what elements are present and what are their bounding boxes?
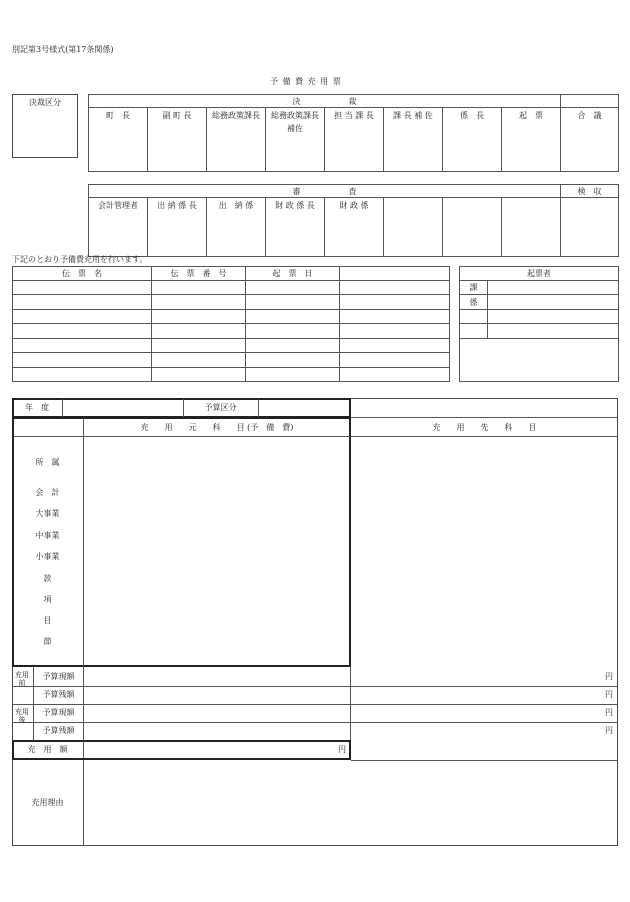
stamp-cell-tanto-kacho[interactable] bbox=[325, 108, 384, 172]
table-cell[interactable] bbox=[340, 324, 450, 339]
table-cell[interactable] bbox=[13, 339, 152, 353]
table-cell[interactable] bbox=[152, 281, 246, 295]
table-cell[interactable] bbox=[13, 310, 152, 324]
source-account-field[interactable] bbox=[85, 438, 349, 665]
table-cell[interactable] bbox=[340, 281, 450, 295]
form-title: 予 備 費 充 用 票 bbox=[270, 77, 342, 86]
before-zangaku-label: 予算残額 bbox=[42, 690, 75, 699]
role-label: 係 長 bbox=[460, 111, 484, 120]
form-reference: 別記第3号様式(第17条関係) bbox=[12, 45, 114, 54]
yen-unit: 円 bbox=[605, 726, 613, 735]
label-kan: 款 bbox=[43, 574, 52, 583]
kessai-kubun-label: 決裁区分 bbox=[29, 98, 61, 107]
table-cell[interactable] bbox=[13, 324, 152, 339]
table-cell[interactable] bbox=[246, 339, 340, 353]
ka-label: 課 bbox=[460, 281, 488, 295]
dest-account-field[interactable] bbox=[352, 437, 617, 666]
table-cell[interactable] bbox=[152, 353, 246, 368]
table-cell[interactable] bbox=[13, 295, 152, 310]
stamp-cell-blank[interactable] bbox=[443, 198, 502, 257]
label-chujigyo: 中事業 bbox=[35, 531, 60, 540]
label-setsu: 節 bbox=[43, 637, 52, 646]
before-zangaku-dest-field[interactable] bbox=[351, 687, 617, 703]
yosan-kubun-label: 予算区分 bbox=[204, 403, 237, 412]
stamp-cell-kensyu[interactable] bbox=[561, 198, 619, 257]
table-cell[interactable] bbox=[340, 295, 450, 310]
stamp-cell-suito[interactable] bbox=[207, 198, 266, 257]
role-label: 総務政策課長 bbox=[212, 111, 260, 120]
role-label: 担 当 課 長 bbox=[334, 111, 374, 120]
kihyosha-table bbox=[459, 266, 619, 382]
ka-field[interactable] bbox=[488, 281, 619, 295]
voucher-table bbox=[12, 266, 450, 382]
label-moku: 目 bbox=[43, 616, 52, 625]
kessai-kubun-box[interactable] bbox=[12, 94, 78, 158]
role-label: 副 町 長 bbox=[162, 111, 192, 120]
reason-label: 充用理由 bbox=[31, 798, 64, 807]
after-zangaku-dest-field[interactable] bbox=[351, 723, 617, 740]
table-cell[interactable] bbox=[340, 310, 450, 324]
table-cell[interactable] bbox=[246, 295, 340, 310]
kihyosha-field[interactable] bbox=[488, 324, 619, 339]
juyo-gaku-label: 充 用 額 bbox=[27, 745, 68, 754]
stamp-cell-blank[interactable] bbox=[384, 198, 443, 257]
table-cell[interactable] bbox=[13, 368, 152, 382]
col-header-denpyo-name: 伝 票 名 bbox=[13, 267, 152, 281]
shinsa-header: 審 査 bbox=[89, 185, 561, 198]
after-genkaku-dest-field[interactable] bbox=[351, 705, 617, 721]
kakari-field[interactable] bbox=[488, 295, 619, 310]
yen-unit: 円 bbox=[338, 745, 346, 754]
yen-unit: 円 bbox=[605, 690, 613, 699]
kihyosha-header: 起票者 bbox=[460, 267, 619, 281]
table-cell[interactable] bbox=[152, 368, 246, 382]
stamp-cell-chocho[interactable] bbox=[89, 108, 148, 172]
table-cell[interactable] bbox=[246, 324, 340, 339]
after-genkaku-source-field[interactable] bbox=[84, 705, 350, 721]
kihyosha-field[interactable] bbox=[488, 310, 619, 324]
kakari-label: 係 bbox=[460, 295, 488, 310]
before-genkaku-label: 予算現額 bbox=[42, 672, 75, 681]
col-header-kihyo-date: 起 票 日 bbox=[246, 267, 340, 281]
role-label: 起 票 bbox=[519, 111, 543, 120]
dest-header: 充 用 先 科 目 bbox=[432, 423, 537, 432]
before-genkaku-source-field[interactable] bbox=[84, 668, 350, 685]
before-zangaku-source-field[interactable] bbox=[84, 687, 350, 703]
before-genkaku-dest-field[interactable] bbox=[351, 668, 617, 685]
role-label: 財 政 係 bbox=[339, 201, 369, 210]
table-cell[interactable] bbox=[340, 339, 450, 353]
stamp-cell-somu-kacho[interactable] bbox=[207, 108, 266, 172]
nendo-field[interactable] bbox=[63, 400, 182, 416]
role-label: 出 納 係 bbox=[218, 201, 254, 210]
after-genkaku-label: 予算現額 bbox=[42, 708, 75, 717]
nendo-label: 年 度 bbox=[25, 403, 49, 412]
role-label: 出 納 係 長 bbox=[157, 201, 197, 210]
label-shojigyo: 小事業 bbox=[35, 552, 60, 561]
role-label: 会計管理者 bbox=[98, 201, 138, 210]
stamp-cell-fukuchocho[interactable] bbox=[148, 108, 207, 172]
table-cell[interactable] bbox=[152, 339, 246, 353]
after-zangaku-label: 予算残額 bbox=[42, 726, 75, 735]
yen-unit: 円 bbox=[605, 672, 613, 681]
table-cell[interactable] bbox=[340, 353, 450, 368]
source-header: 充 用 元 科 目 (予 備 費) bbox=[140, 423, 294, 432]
label-shozoku: 所 属 bbox=[35, 458, 60, 467]
stamp-cell-kihyo[interactable] bbox=[502, 108, 561, 172]
table-cell[interactable] bbox=[340, 368, 450, 382]
juyo-gaku-field[interactable] bbox=[85, 742, 335, 758]
table-cell[interactable] bbox=[152, 324, 246, 339]
yen-unit: 円 bbox=[605, 708, 613, 717]
before-label: 充用前 bbox=[15, 671, 29, 687]
label-daijigyo: 大事業 bbox=[35, 509, 60, 518]
stamp-cell-blank[interactable] bbox=[502, 198, 561, 257]
table-cell[interactable] bbox=[13, 281, 152, 295]
stamp-cell-kaikei[interactable] bbox=[89, 198, 148, 257]
role-label-sub: 補佐 bbox=[287, 124, 303, 133]
stamp-cell-kacho-hosa[interactable] bbox=[384, 108, 443, 172]
table-cell[interactable] bbox=[246, 368, 340, 382]
yosan-kubun-field[interactable] bbox=[259, 400, 349, 416]
stamp-cell-zaisei-kakaricho[interactable] bbox=[266, 198, 325, 257]
role-label: 合 議 bbox=[577, 111, 602, 120]
table-cell[interactable] bbox=[152, 310, 246, 324]
role-label: 町 長 bbox=[106, 111, 130, 120]
stamp-cell-kakaricho[interactable] bbox=[443, 108, 502, 172]
after-zangaku-source-field[interactable] bbox=[84, 723, 350, 740]
stamp-cell-zaisei[interactable] bbox=[325, 198, 384, 257]
table-cell[interactable] bbox=[13, 353, 152, 368]
role-label: 課 長 補 佐 bbox=[393, 111, 433, 120]
kessai-header: 決 裁 bbox=[89, 95, 561, 108]
col-header-denpyo-number: 伝 票 番 号 bbox=[152, 267, 246, 281]
role-label: 総務政策課長 bbox=[271, 111, 319, 120]
table-cell[interactable] bbox=[246, 310, 340, 324]
role-label: 財 政 係 長 bbox=[275, 201, 315, 210]
approval-grid bbox=[88, 94, 619, 257]
table-cell[interactable] bbox=[246, 281, 340, 295]
label-kaikei: 会 計 bbox=[35, 488, 60, 497]
table-cell[interactable] bbox=[152, 295, 246, 310]
kihyosha-stamp-area[interactable] bbox=[460, 339, 619, 382]
kensyu-header: 検 収 bbox=[561, 185, 619, 198]
stamp-cell-somu-kacho-hosa[interactable] bbox=[266, 108, 325, 172]
table-cell[interactable] bbox=[246, 353, 340, 368]
label-ko: 項 bbox=[43, 595, 52, 604]
stamp-cell-suito-kakaricho[interactable] bbox=[148, 198, 207, 257]
stamp-cell-aigi[interactable] bbox=[561, 108, 619, 172]
voucher-note: 下記のとおり予備費充用を行います。 bbox=[12, 255, 148, 264]
after-label: 充用後 bbox=[15, 708, 29, 724]
reason-field[interactable] bbox=[85, 762, 616, 844]
